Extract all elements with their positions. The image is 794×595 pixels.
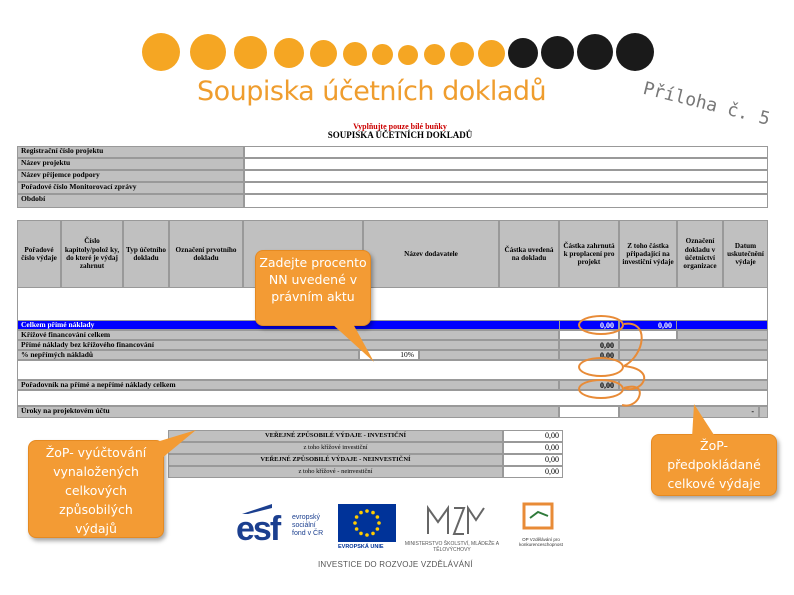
summary-label: z toho křížové investiční [168, 442, 503, 454]
msmt-text: MINISTERSTVO ŠKOLSTVÍ, MLÁDEŽE A TĚLOVÝCHOVY [404, 541, 500, 553]
interest-dash: - [619, 406, 759, 418]
eu-flag [338, 504, 396, 542]
info-input[interactable] [244, 182, 768, 194]
column-header: Číslo kapitoly/polož ky, do které je výdaj zahrnut [61, 220, 123, 288]
msmt-mark [426, 504, 486, 536]
eu-star [376, 527, 380, 531]
eu-star [359, 511, 363, 515]
summary-label: VEŘEJNÉ ZPŮSOBILÉ VÝDAJE - NEINVESTIČNÍ [168, 454, 503, 466]
callout-zop-planned: ŽoP- předpokládané celkové výdaje [651, 434, 777, 496]
column-header: Z toho částka připadající na investiční výdaje [619, 220, 677, 288]
sheet-note: Vyplňujte pouze bílé buňky [353, 122, 447, 131]
eu-text: EVROPSKÁ UNIE [338, 544, 384, 550]
eu-star [365, 509, 369, 513]
column-header: Typ účetního dokladu [123, 220, 169, 288]
direct-costs-value: 0,00 [559, 320, 619, 330]
callout-pointer [680, 404, 730, 438]
esf-logo: esf evropský sociální fond v ČR [236, 504, 336, 554]
eu-logo [338, 504, 398, 554]
info-label: Název příjemce podpory [17, 170, 244, 182]
eu-star [371, 511, 375, 515]
filler-cell [759, 406, 768, 418]
eu-star [376, 515, 380, 519]
indirect-pct-input[interactable]: 10% [359, 350, 419, 360]
info-label: Název projektu [17, 158, 244, 170]
decorative-dot [142, 33, 180, 71]
direct-wo-label: Přímé náklady bez křížového financování [17, 340, 559, 350]
decorative-dot [234, 36, 267, 69]
info-input[interactable] [244, 194, 768, 208]
direct-wo-value: 0,00 [559, 340, 619, 350]
decorative-dot [424, 44, 445, 65]
callout-percent: Zadejte procento NN uvedené v právním aktu [255, 250, 371, 326]
esf-text: evropský [292, 514, 321, 521]
op-logo [508, 500, 574, 554]
callout-zop-actual: ŽoP- vyúčtování vynaložených celkových způsobilých výdajů [28, 440, 164, 538]
decorative-dot [616, 33, 654, 71]
annex-label: Příloha č. 5 [640, 78, 773, 130]
cross-funding-label: Křížové financování celkem [17, 330, 559, 340]
slogan: INVESTICE DO ROZVOJE VZDĚLÁVÁNÍ [318, 560, 473, 569]
op-mark [520, 500, 560, 532]
eu-star [377, 521, 381, 525]
column-header: Pořadové číslo výdaje [17, 220, 61, 288]
total-value: 0,00 [559, 380, 619, 390]
eu-star [371, 532, 375, 536]
summary-value: 0,00 [503, 454, 563, 466]
column-header: Částka uvedená na dokladu [499, 220, 559, 288]
column-header: Částka zahrnutá k proplacení pro projekt [559, 220, 619, 288]
op-text: OP Vzdělávání pro konkurenceschopnost [519, 537, 563, 547]
esf-text: fond v ČR [292, 530, 324, 537]
info-label: Registrační číslo projektu [17, 146, 244, 158]
filler-cell [419, 350, 559, 360]
column-header: Datum uskutečnění výdaje [723, 220, 768, 288]
column-header: Označení prvotního dokladu [169, 220, 243, 288]
decorative-dot [398, 45, 418, 65]
decorative-dot [310, 40, 337, 67]
slide-title: Soupiska účetních dokladů [197, 76, 547, 107]
info-label: Období [17, 194, 244, 208]
decorative-dot [541, 36, 574, 69]
esf-text: sociální [292, 522, 316, 529]
indirect-pct-value: 0,00 [559, 350, 619, 360]
decorative-dot [450, 42, 474, 66]
summary-table [168, 430, 563, 482]
summary-label: VEŘEJNÉ ZPŮSOBILÉ VÝDAJE - INVESTIČNÍ [168, 430, 503, 442]
decorative-dot [478, 40, 505, 67]
sheet-heading: SOUPISKA ÚČETNÍCH DOKLADŮ [327, 130, 473, 140]
eu-star [359, 532, 363, 536]
eu-star [355, 527, 359, 531]
decorative-dot [372, 44, 393, 65]
column-header: Název dodavatele [363, 220, 499, 288]
decorative-dot [508, 38, 538, 68]
eu-star [365, 533, 369, 537]
msmt-logo [404, 504, 500, 554]
indirect-pct-label: % nepřímých nákladů [17, 350, 359, 360]
decorative-dot [343, 42, 367, 66]
summary-value: 0,00 [503, 466, 563, 478]
callout-pointer [330, 322, 380, 367]
info-input[interactable] [244, 170, 768, 182]
eu-star [353, 521, 357, 525]
direct-costs-invest: 0,00 [619, 320, 677, 330]
direct-costs-label: Celkem přímé náklady [21, 320, 95, 329]
column-header: Označení dokladu v účetnictví organizace [677, 220, 723, 288]
info-input[interactable] [244, 146, 768, 158]
total-label: Pořadovník na přímé a nepřímé náklady celkem [17, 380, 559, 390]
decorative-dot [274, 38, 304, 68]
decorative-dot [577, 34, 613, 70]
summary-label: z toho křížové - neinvestiční [168, 466, 503, 478]
callout-pointer [150, 430, 200, 470]
info-label: Pořadové číslo Monitorovací zprávy [17, 182, 244, 194]
info-input[interactable] [244, 158, 768, 170]
summary-value: 0,00 [503, 430, 563, 442]
summary-value: 0,00 [503, 442, 563, 454]
eu-star [355, 515, 359, 519]
decorative-dot [190, 34, 226, 70]
interest-label: Úroky na projektovém účtu [17, 406, 559, 418]
